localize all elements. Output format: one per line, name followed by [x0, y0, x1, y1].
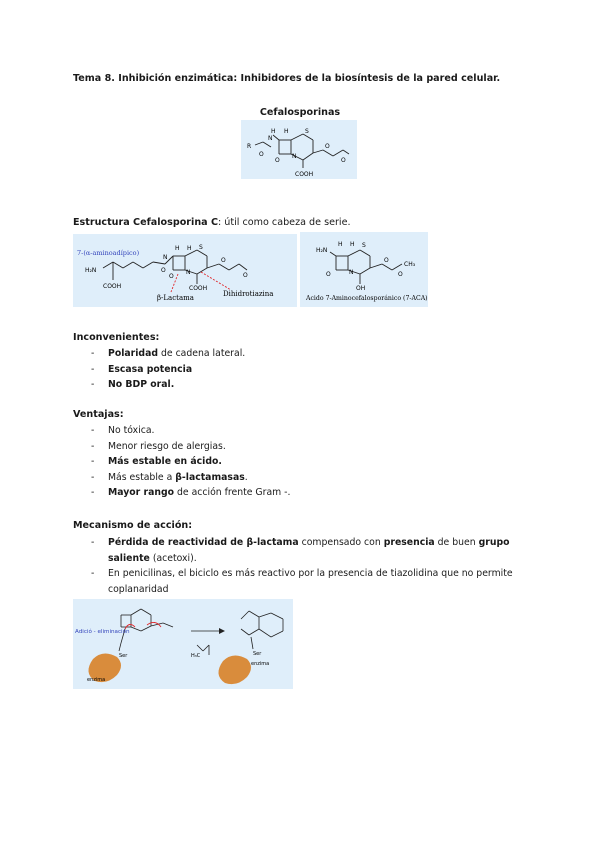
fig3-atom-o: O: [326, 271, 331, 278]
list-item: - Más estable en ácido.: [73, 454, 523, 470]
fig1-atom-o-lactam: O: [275, 157, 280, 164]
fig3-atom-oh: OH: [356, 285, 366, 292]
fig1-atom-h2: H: [284, 128, 289, 135]
fig2-label-lactam: β-Lactama: [157, 294, 194, 302]
fig3-label: Acido 7-Aminocefalosporánico (7-ACA): [306, 295, 428, 302]
fig1-atom-s: S: [305, 128, 309, 135]
fig2-atom-o2: O: [169, 273, 174, 280]
fig2-atom-n: N: [186, 269, 191, 276]
structure-heading-rest: : útil como cabeza de serie.: [218, 217, 351, 228]
fig2-atom-nh: N: [163, 254, 168, 261]
fig2-atom-cooh2: COOH: [189, 285, 208, 292]
fig1-atom-cooh: COOH: [295, 171, 314, 178]
fig1-atom-o-acyl: O: [259, 151, 264, 158]
cephalosporin-c-svg: [73, 234, 297, 307]
fig3-atom-h1: H: [338, 241, 343, 248]
figure2-structure: [73, 234, 297, 307]
fig2-label-top: 7-(α-aminoadípico): [77, 249, 140, 257]
figure1-structure: [241, 120, 357, 179]
fig1-atom-n-ring: N: [292, 153, 297, 160]
list-item: - No tóxica.: [73, 423, 523, 439]
structure-heading-bold: Estructura Cefalosporina C: [73, 217, 219, 228]
arrow-curve-icon-2: [147, 622, 161, 627]
fig2-atom-h1: H: [175, 245, 180, 252]
structure-heading: [73, 217, 351, 228]
7-aca-svg: [300, 232, 428, 307]
fig1-atom-n: N: [268, 135, 273, 142]
fig2-atom-s: S: [199, 244, 203, 251]
inconvenientes-list: [73, 346, 523, 393]
figure3-structure: [300, 232, 428, 307]
ventajas-list: [73, 423, 523, 501]
fig2-atom-o3: O: [221, 257, 226, 264]
fig3-atom-o3: O: [398, 271, 403, 278]
fig2-atom-h2n: H₂N: [85, 267, 97, 274]
fig2-atom-o: O: [161, 267, 166, 274]
list-item: - Pérdida de reactividad de β-lactama compensado con presencia de buen grupo saliente (acetoxi).: [73, 535, 523, 566]
fig3-atom-h2n: H₂N: [316, 247, 328, 254]
enzyme-right-icon: [218, 655, 251, 684]
list-item: - No BDP oral.: [73, 377, 523, 393]
ser-left-label: Ser: [119, 653, 128, 659]
list-item: - Más estable a β-lactamasas.: [73, 470, 523, 486]
mechanism-svg: [73, 599, 293, 689]
fig3-atom-n: N: [349, 269, 354, 276]
fig2-label-dihidro: Dihidrotiazina: [223, 290, 274, 298]
fig1-atom-o-carbonyl: O: [341, 157, 346, 164]
list-item: - En penicilinas, el biciclo es más reactivo por la presencia de tiazolidina que no permite coplanaridad: [73, 566, 523, 597]
leaving-group-label: H₃C: [191, 653, 201, 659]
mechanism-label-elim: Adició - eliminación: [75, 629, 130, 635]
enzyme-left-label: enzima: [87, 677, 106, 683]
ser-right-label: Ser: [253, 651, 262, 657]
figure4-mechanism: [73, 599, 293, 689]
fig2-atom-h2: H: [187, 245, 192, 252]
fig2-atom-cooh: COOH: [103, 283, 122, 290]
cephalosporin-structure-svg: [241, 120, 357, 179]
fig3-atom-ch3: CH₃: [404, 261, 416, 268]
enzyme-right-label: enzima: [251, 661, 270, 667]
list-item: - Mayor rango de acción frente Gram -.: [73, 485, 523, 501]
fig3-atom-o2: O: [384, 257, 389, 264]
list-item: - Polaridad de cadena lateral.: [73, 346, 523, 362]
page-title: Tema 8. Inhibición enzimática: Inhibidores de la biosíntesis de la pared celular.: [73, 73, 501, 84]
inconvenientes-heading: Inconvenientes:: [73, 332, 160, 343]
fig1-atom-h1: H: [271, 128, 276, 135]
reaction-arrow-icon: [219, 628, 225, 634]
fig1-atom-r: R: [247, 143, 252, 150]
fig2-atom-o4: O: [243, 272, 248, 279]
fig3-atom-h2: H: [350, 241, 355, 248]
fig3-atom-s: S: [362, 242, 366, 249]
mecanismo-list: [73, 535, 523, 597]
list-item: - Escasa potencia: [73, 362, 523, 378]
mecanismo-heading: Mecanismo de acción:: [73, 520, 193, 531]
list-item: - Menor riesgo de alergias.: [73, 439, 523, 455]
fig1-atom-o-ester: O: [325, 143, 330, 150]
figure1-caption: Cefalosporinas: [259, 107, 341, 118]
ventajas-heading: Ventajas:: [73, 409, 124, 420]
